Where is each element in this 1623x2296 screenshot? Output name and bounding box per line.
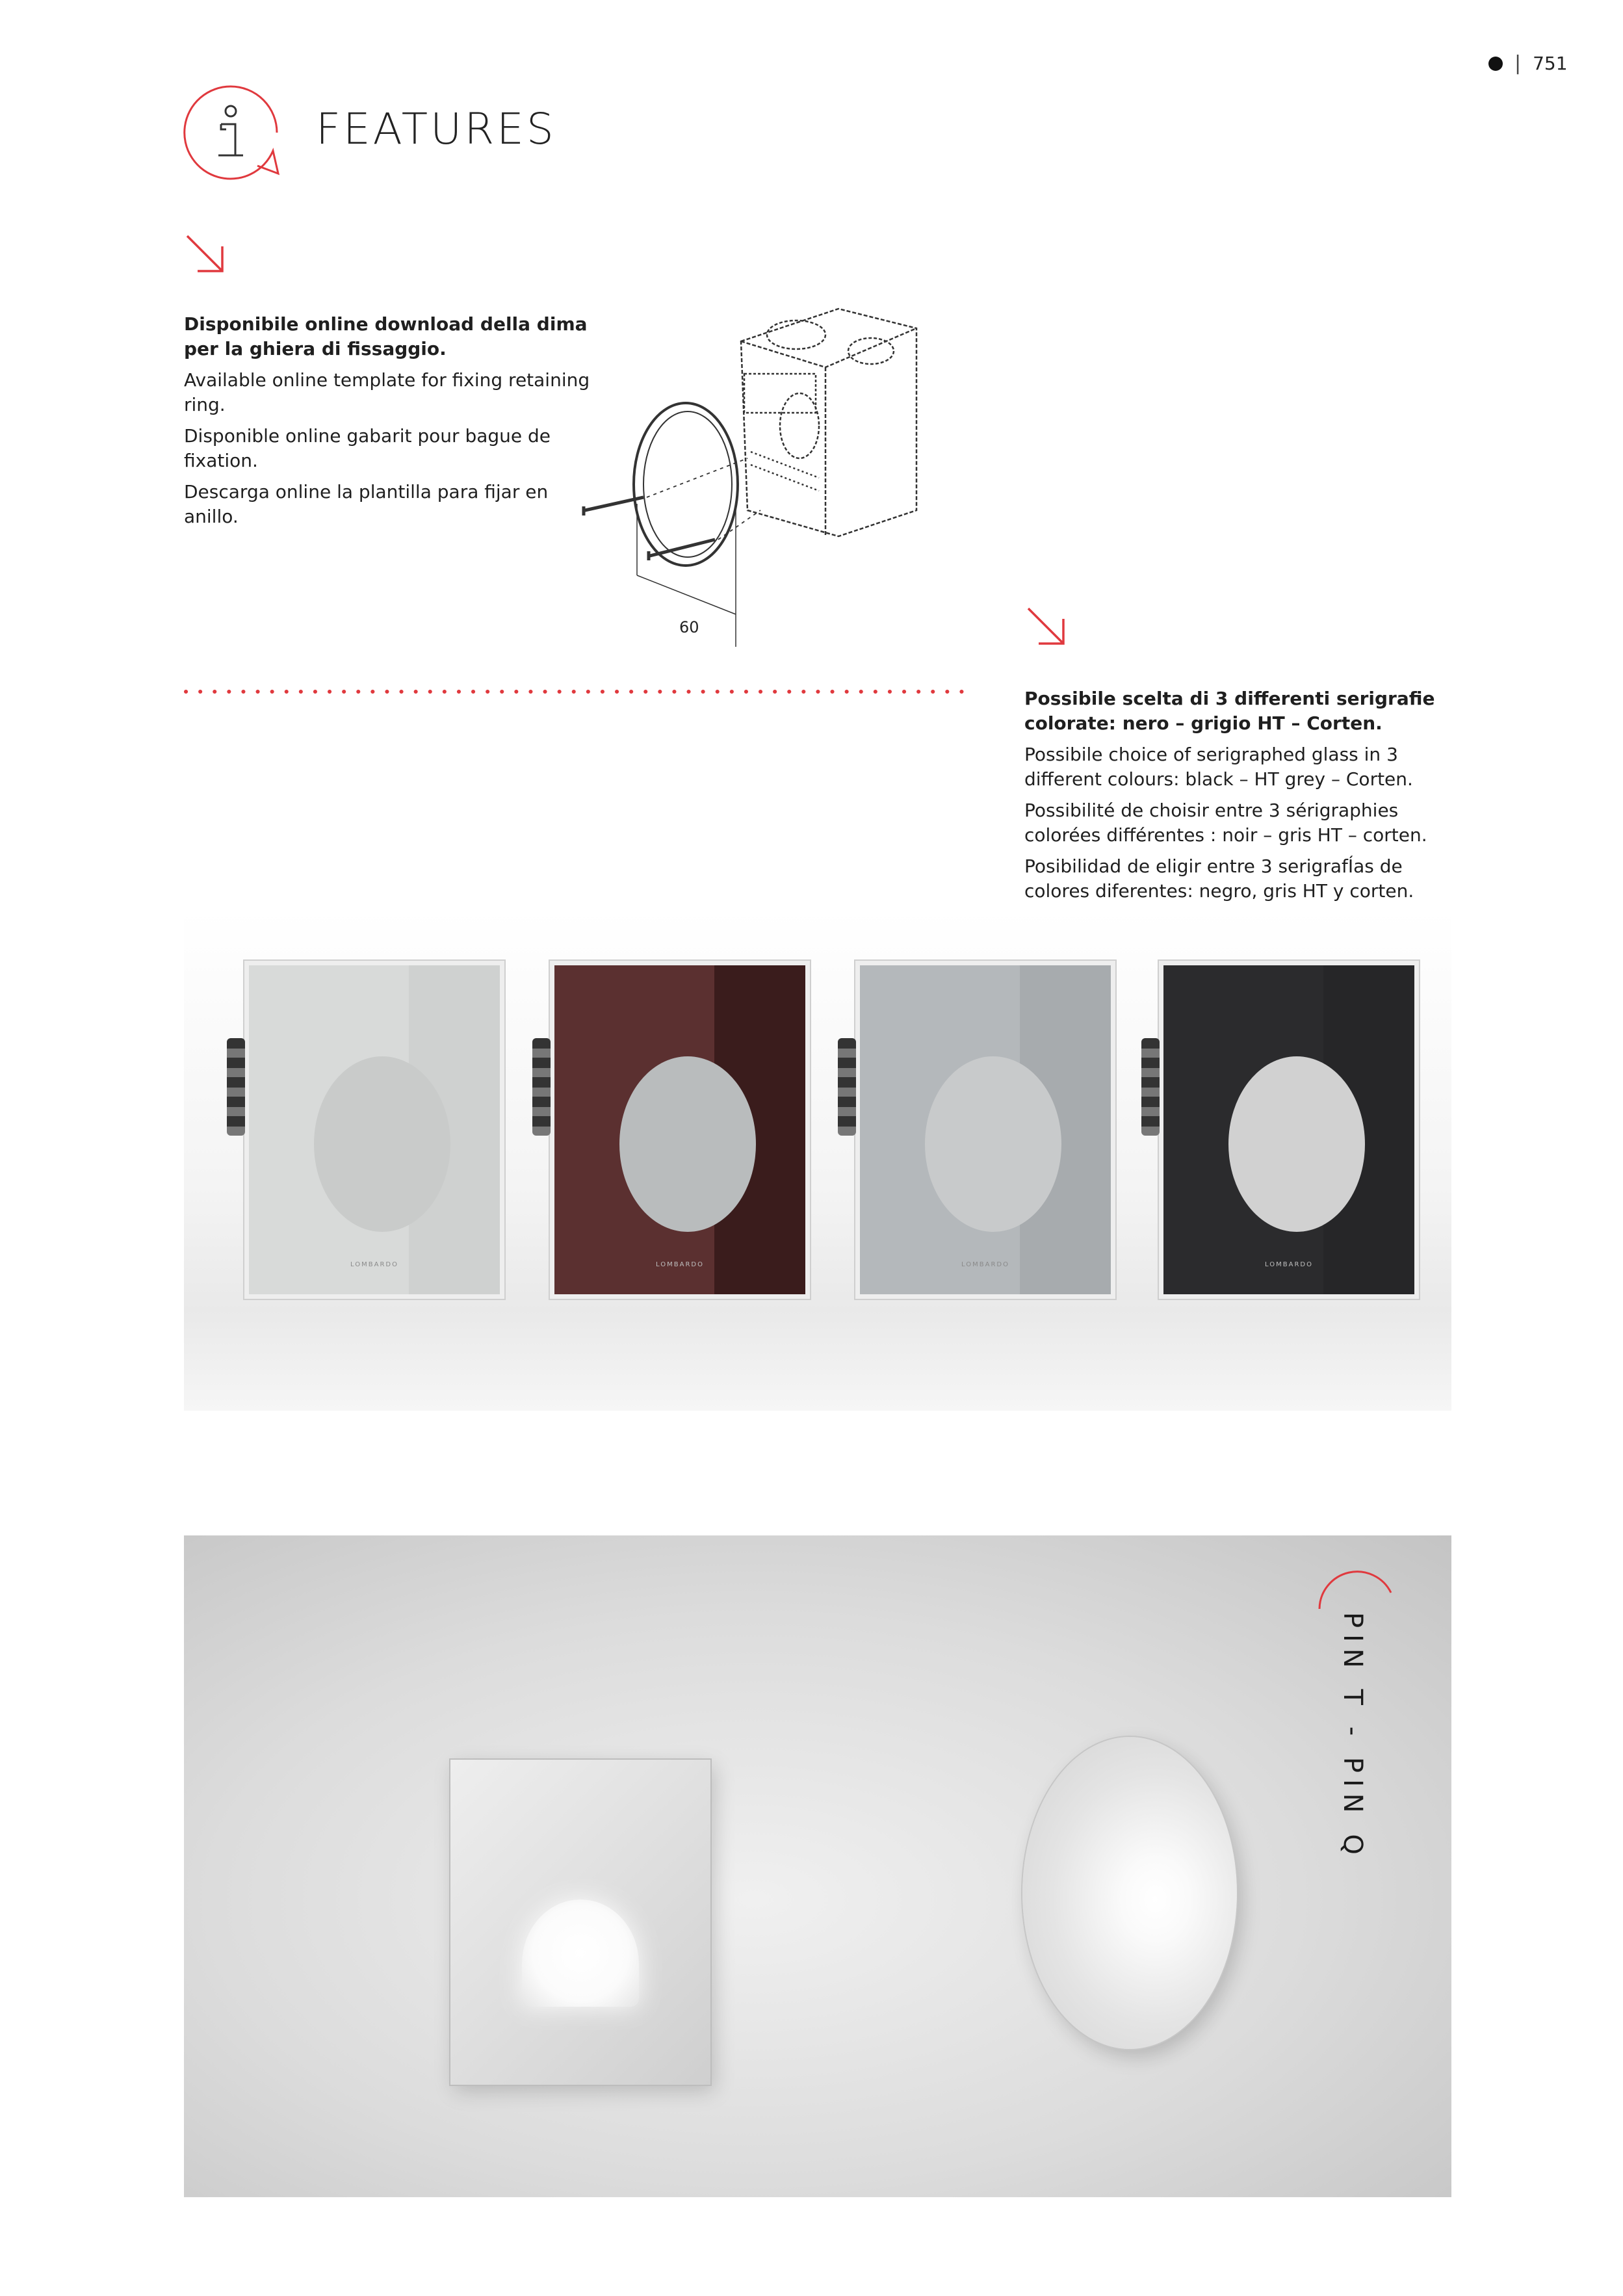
page-number: [1488, 52, 1568, 75]
light-window: [522, 1899, 639, 2007]
feature-template-es: Descarga online la plantilla para fijar en anillo.: [184, 481, 549, 527]
page-separator: |: [1514, 52, 1522, 75]
plate-brand-label: LOMBARDO: [350, 1261, 398, 1268]
glass-plate: [1159, 961, 1419, 1299]
feature-template-en: Available online template for fixing retaining ring.: [184, 369, 590, 415]
round-wall-light: [1022, 1737, 1237, 2049]
plate-disc: [925, 1056, 1061, 1232]
plate-disc: [1228, 1056, 1365, 1232]
feature-glass-en: Possibile choice of serigraphed glass in 3 different colours: black – HT grey – Corten.: [1024, 744, 1413, 790]
mounting-clip: [838, 1038, 856, 1136]
plate-disc: [619, 1056, 756, 1232]
mounting-clip: [532, 1038, 551, 1136]
feature-glass-heading: Possibile scelta di 3 differenti serigrafie colorate: nero – grigio HT – Corten.: [1024, 688, 1435, 734]
arrow-down-right-icon: [183, 232, 226, 275]
glass-plate: [244, 961, 504, 1299]
page-number-value: 751: [1533, 53, 1568, 74]
mounting-clip: [227, 1038, 245, 1136]
plate-brand-label: LOMBARDO: [961, 1261, 1009, 1268]
info-speech-bubble-icon: [181, 83, 281, 183]
plate-disc: [314, 1056, 450, 1232]
bullet-dot-icon: [1488, 57, 1503, 71]
product-name: PIN T - PIN Q: [1338, 1612, 1368, 1861]
feature-glass-text: [1024, 686, 1453, 910]
dotted-divider: [183, 689, 978, 694]
drawing-dimension-label: 60: [679, 618, 699, 636]
glass-plate: [855, 961, 1115, 1299]
mounting-clip: [1141, 1038, 1160, 1136]
page-title: FEATURES: [316, 104, 556, 154]
feature-glass-es: Posibilidad de eligir entre 3 serigrafÍas de colores diferentes: negro, gris HT y corten.: [1024, 855, 1414, 902]
square-wall-light: [450, 1760, 710, 2085]
installed-lights-photo: [184, 1535, 1451, 2197]
feature-template-text: [184, 312, 600, 536]
glass-plate: [550, 961, 810, 1299]
plate-brand-label: LOMBARDO: [656, 1261, 704, 1268]
feature-template-fr: Disponible online gabarit pour bague de fixation.: [184, 425, 551, 471]
feature-template-heading: Disponibile online download della dima per la ghiera di fissaggio.: [184, 313, 588, 359]
feature-glass-fr: Possibilité de choisir entre 3 sérigraphies colorées différentes : noir – gris HT – corten.: [1024, 800, 1427, 846]
arrow-down-right-icon: [1024, 605, 1067, 647]
mounting-box-exploded-drawing: [565, 289, 942, 653]
glass-plates-photo: [184, 910, 1451, 1411]
plate-brand-label: LOMBARDO: [1265, 1261, 1313, 1268]
title-arc-decoration: [1313, 1567, 1397, 1612]
